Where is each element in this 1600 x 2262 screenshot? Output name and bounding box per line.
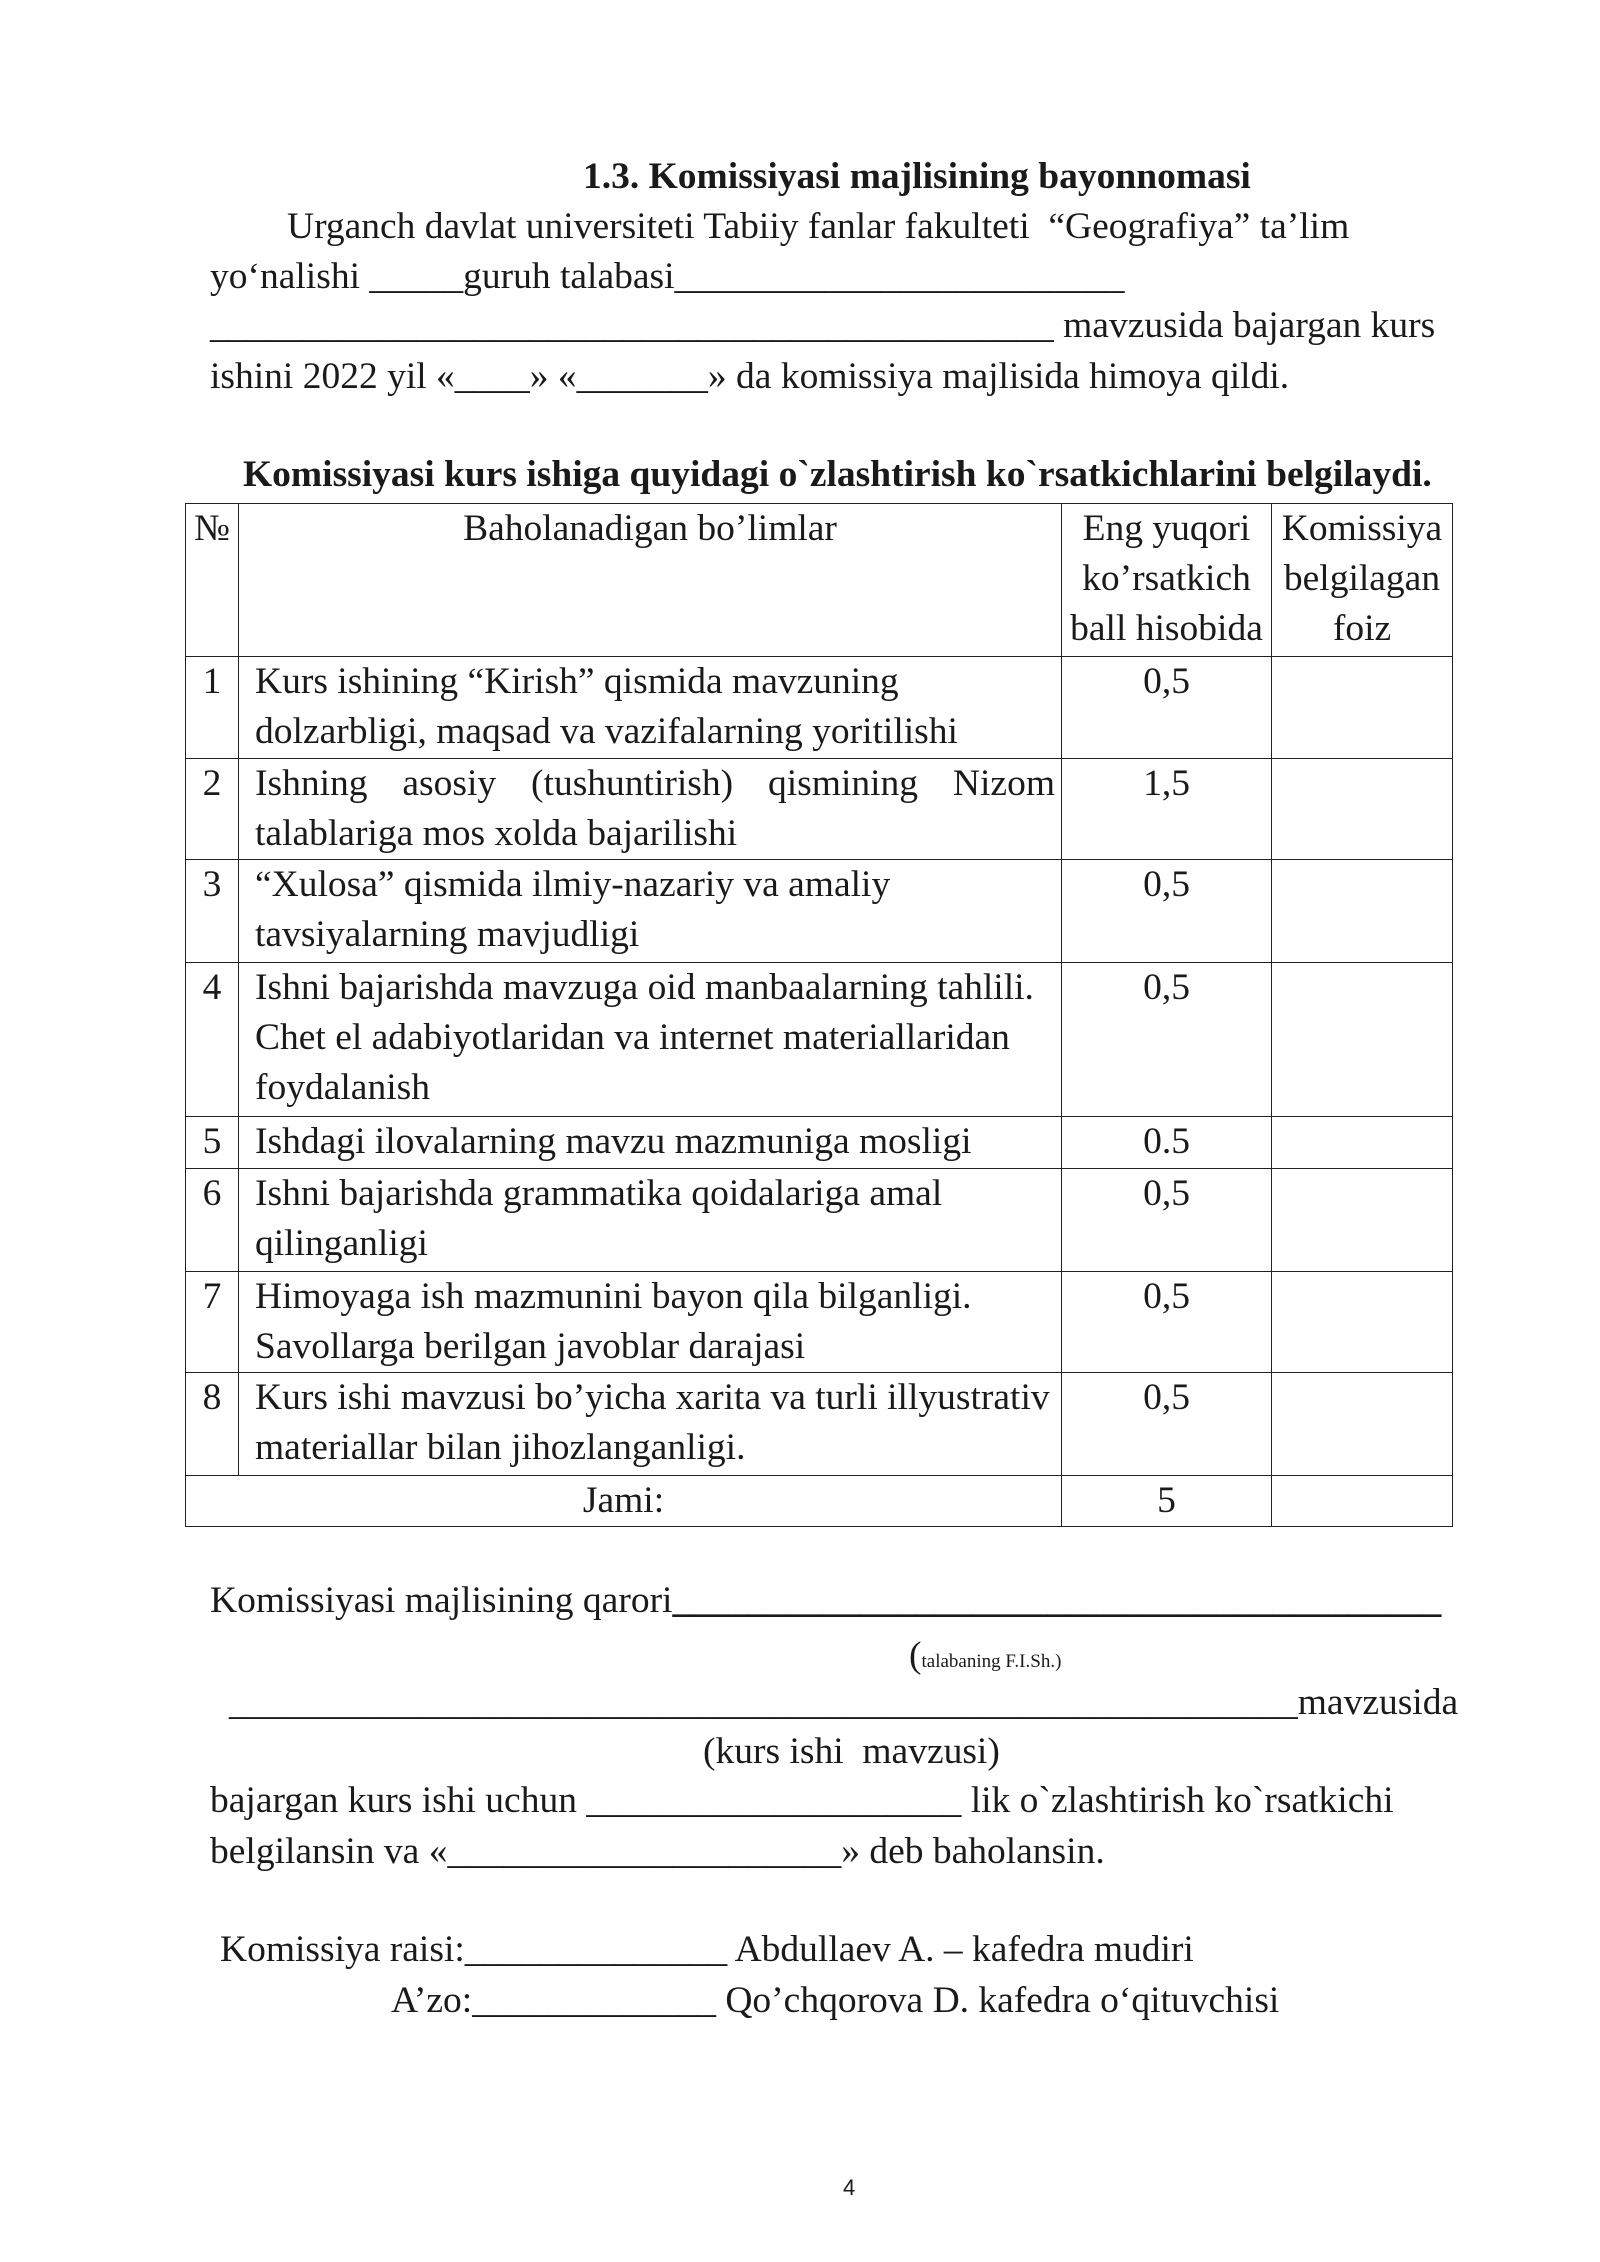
row-commission-cell (1272, 1117, 1453, 1169)
page-number: 4 (843, 2175, 856, 2200)
table-row (186, 1373, 1453, 1476)
row-commission-cell (1272, 860, 1453, 963)
hint-paren: ( (909, 1635, 922, 1676)
header-commission (1272, 504, 1453, 657)
row-description-line: Chet el adabiyotlaridan va internet materiallaridan (255, 1017, 1010, 1058)
row-description-line: Himoyaga ish mazmunini bayon qila bilganligi. (255, 1276, 972, 1317)
row-description (239, 963, 1062, 1117)
row-commission-cell (1272, 963, 1453, 1117)
row-number: 3 (186, 860, 239, 963)
row-max-score: 0,5 (1062, 1169, 1272, 1272)
row-max-score: 1,5 (1062, 759, 1272, 860)
evaluation-table (185, 503, 1453, 1527)
row-description-line: Kurs ishi mavzusi bo’yicha xarita va turli illyustrativ (255, 1377, 1050, 1418)
topic-hint: (kurs ishi mavzusi) (703, 1731, 1000, 1772)
section-heading: 1.3. Komissiyasi majlisining bayonnomasi (583, 156, 1251, 197)
header-number: № (186, 504, 239, 657)
row-description-line: qilinganligi (255, 1223, 428, 1264)
row-description (239, 657, 1062, 759)
row-description (239, 1117, 1062, 1169)
row-description-line: materiallar bilan jihozlanganligi. (255, 1427, 746, 1468)
row-description-line: “Xulosa” qismida ilmiy-nazariy va amaliy (255, 864, 891, 905)
row-description-line: tavsiyalarning mavjudligi (255, 914, 640, 955)
row-description-line: Ishni bajarishda mavzuga oid manbaalarning tahlili. (255, 967, 1034, 1008)
row-description-line: Ishdagi ilovalarning mavzu mazmuniga mosligi (255, 1121, 972, 1162)
hint-text: talabaning F.I.Sh.) (921, 1651, 1062, 1672)
intro-line-4: ishini 2022 yil «____» «_______» da komissiya majlisida himoya qildi. (210, 356, 1290, 397)
student-name-hint (909, 1631, 1061, 1681)
row-description (239, 1169, 1062, 1272)
table-total-row (186, 1476, 1453, 1527)
row-max-score: 0,5 (1062, 1373, 1272, 1476)
row-max-score: 0,5 (1062, 1272, 1272, 1373)
row-commission-cell (1272, 1169, 1453, 1272)
row-description-line: Ishning asosiy (tushuntirish) qismining Nizom (255, 763, 1055, 804)
header-commission-line: Komissiya (1281, 508, 1443, 549)
header-max-line: ball hisobida (1070, 608, 1263, 649)
score-line: bajargan kurs ishi uchun ____________________ lik o`zlashtirish ko`rsatkichi (210, 1780, 1394, 1821)
table-row (186, 657, 1453, 759)
table-row (186, 1169, 1453, 1272)
member-signature: A’zo:_____________ Qo’chqorova D. kafedra o‘qituvchisi (391, 1980, 1280, 2021)
table-row (186, 1272, 1453, 1373)
topic-line: _________________________________________________________mavzusida (229, 1682, 1459, 1723)
table-row (186, 1117, 1453, 1169)
row-description-line: Ishni bajarishda grammatika qoidalariga amal (255, 1173, 943, 1214)
row-commission-cell (1272, 657, 1453, 759)
row-number: 7 (186, 1272, 239, 1373)
header-max-score (1062, 504, 1272, 657)
row-description-line: talablariga mos xolda bajarilishi (255, 813, 738, 854)
row-max-score: 0,5 (1062, 860, 1272, 963)
row-number: 5 (186, 1117, 239, 1169)
header-commission-line: belgilagan (1283, 558, 1441, 599)
row-description-line: foydalanish (255, 1067, 430, 1108)
row-description (239, 759, 1062, 860)
intro-line-2: yo‘nalishi _____guruh talabasi________________________ (210, 256, 1125, 297)
row-number: 8 (186, 1373, 239, 1476)
header-commission-line: foiz (1332, 608, 1392, 649)
table-title: Komissiyasi kurs ishiga quyidagi o`zlashtirish ko`rsatkichlarini belgilaydi. (243, 454, 1432, 495)
table-row (186, 860, 1453, 963)
header-max-line: ko’rsatkich (1082, 558, 1251, 599)
header-section: Baholanadigan bo’limlar (239, 504, 1062, 657)
row-max-score: 0,5 (1062, 657, 1272, 759)
row-commission-cell (1272, 759, 1453, 860)
row-number: 2 (186, 759, 239, 860)
decision-blank: _________________________________________ (672, 1580, 1442, 1621)
table-header-row (186, 504, 1453, 657)
total-label: Jami: (186, 1476, 1062, 1527)
row-max-score: 0,5 (1062, 963, 1272, 1117)
chair-signature: Komissiya raisi:______________ Abdullaev A. – kafedra mudiri (220, 1929, 1194, 1970)
row-description (239, 860, 1062, 963)
row-description-line: Kurs ishining “Kirish” qismida mavzuning (255, 661, 899, 702)
grade-line: belgilansin va «_____________________» deb baholansin. (210, 1831, 1105, 1872)
row-number: 4 (186, 963, 239, 1117)
row-description (239, 1272, 1062, 1373)
intro-line-3: _____________________________________________ mavzusida bajargan kurs (210, 305, 1436, 346)
row-commission-cell (1272, 1272, 1453, 1373)
row-max-score: 0.5 (1062, 1117, 1272, 1169)
decision-label: Komissiyasi majlisining qarori (210, 1580, 673, 1621)
row-number: 1 (186, 657, 239, 759)
total-commission-cell (1272, 1476, 1453, 1527)
row-number: 6 (186, 1169, 239, 1272)
total-max-score: 5 (1062, 1476, 1272, 1527)
header-max-line: Eng yuqori (1082, 508, 1251, 549)
decision-line (210, 1576, 1441, 1626)
table-row (186, 759, 1453, 860)
table-row (186, 963, 1453, 1117)
row-description-line: dolzarbligi, maqsad va vazifalarning yoritilishi (255, 711, 958, 752)
row-commission-cell (1272, 1373, 1453, 1476)
row-description-line: Savollarga berilgan javoblar darajasi (255, 1326, 806, 1367)
row-description (239, 1373, 1062, 1476)
intro-line-1: Urganch davlat universiteti Tabiiy fanlar fakulteti “Geografiya” ta’lim (287, 206, 1350, 247)
